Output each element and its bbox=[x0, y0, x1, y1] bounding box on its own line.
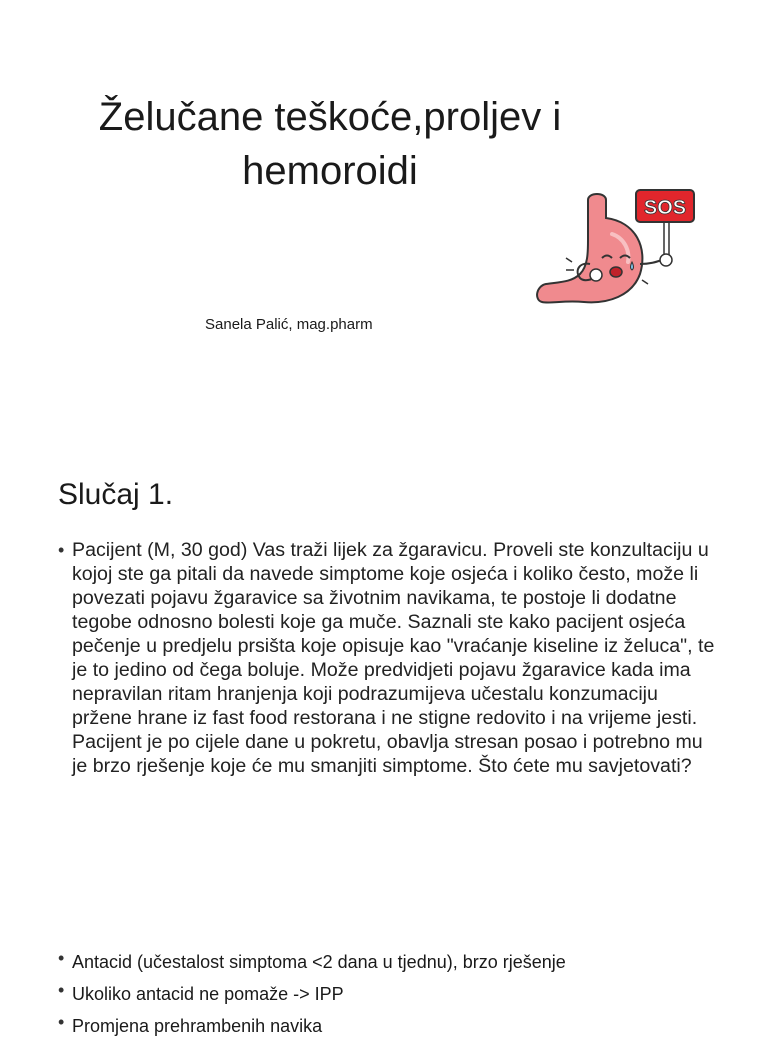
bullet-marker: • bbox=[58, 980, 65, 1000]
list-item bbox=[58, 946, 738, 978]
list-item-text: Promjena prehrambenih navika bbox=[72, 1016, 323, 1036]
right-glove bbox=[660, 254, 672, 266]
list-item-text: Antacid (učestalost simptoma <2 dana u tjednu), brzo rješenje bbox=[72, 952, 566, 972]
bullet-marker: • bbox=[58, 1012, 65, 1032]
author-name: Sanela Palić, mag.pharm bbox=[205, 316, 373, 333]
case-bullet bbox=[58, 538, 718, 778]
bullet-marker: • bbox=[58, 540, 65, 560]
case-slide bbox=[0, 432, 768, 928]
tear bbox=[631, 262, 634, 270]
slide-title-line-1: Želučane teškoće,proljev i bbox=[98, 95, 562, 139]
list-item bbox=[58, 1010, 738, 1042]
mouth bbox=[610, 267, 622, 277]
case-heading: Slučaj 1. bbox=[58, 478, 174, 511]
list-item bbox=[58, 978, 738, 1010]
bullet-marker: • bbox=[58, 948, 65, 968]
list-item-text: Ukoliko antacid ne pomaže -> IPP bbox=[72, 984, 344, 1004]
title-slide bbox=[0, 0, 768, 432]
case-description: Pacijent (M, 30 god) Vas traži lijek za žgaravicu. Proveli ste konzultaciju u kojoj ste ga pitali da navede simptome koje osjeća i koliko često, može li povezati pojavu žgaravice sa životnim navikama, te postoje li dodatne tegobe odnosno bolesti koje ga muče. Saznali ste kako pacijent osjeća pečenje u predjelu prsišta koje opisuje kao "vraćanje kiseline iz želuca", te je to jedino od čega boluje. Može predvidjeti pojavu žgaravice kada ima nepravilan ritam hranjenja koji podrazumijeva učestalu konzumaciju pržene hrane iz fast food restorana i ne stigne redovito i na vrijeme jesti. Pacijent je po cijele dane u pokretu, obavlja stresan posao i potrebno mu je brzo rješenje koje će mu smanjiti simptome. Što ćete mu savjetovati? bbox=[72, 539, 715, 777]
sad-stomach-sos-icon bbox=[528, 178, 708, 318]
answer-list bbox=[58, 946, 738, 1042]
sos-sign-text: SOS bbox=[643, 197, 687, 219]
slide-title-line-2: hemoroidi bbox=[242, 149, 418, 193]
answer-slide bbox=[0, 928, 768, 1036]
left-glove bbox=[590, 269, 602, 281]
